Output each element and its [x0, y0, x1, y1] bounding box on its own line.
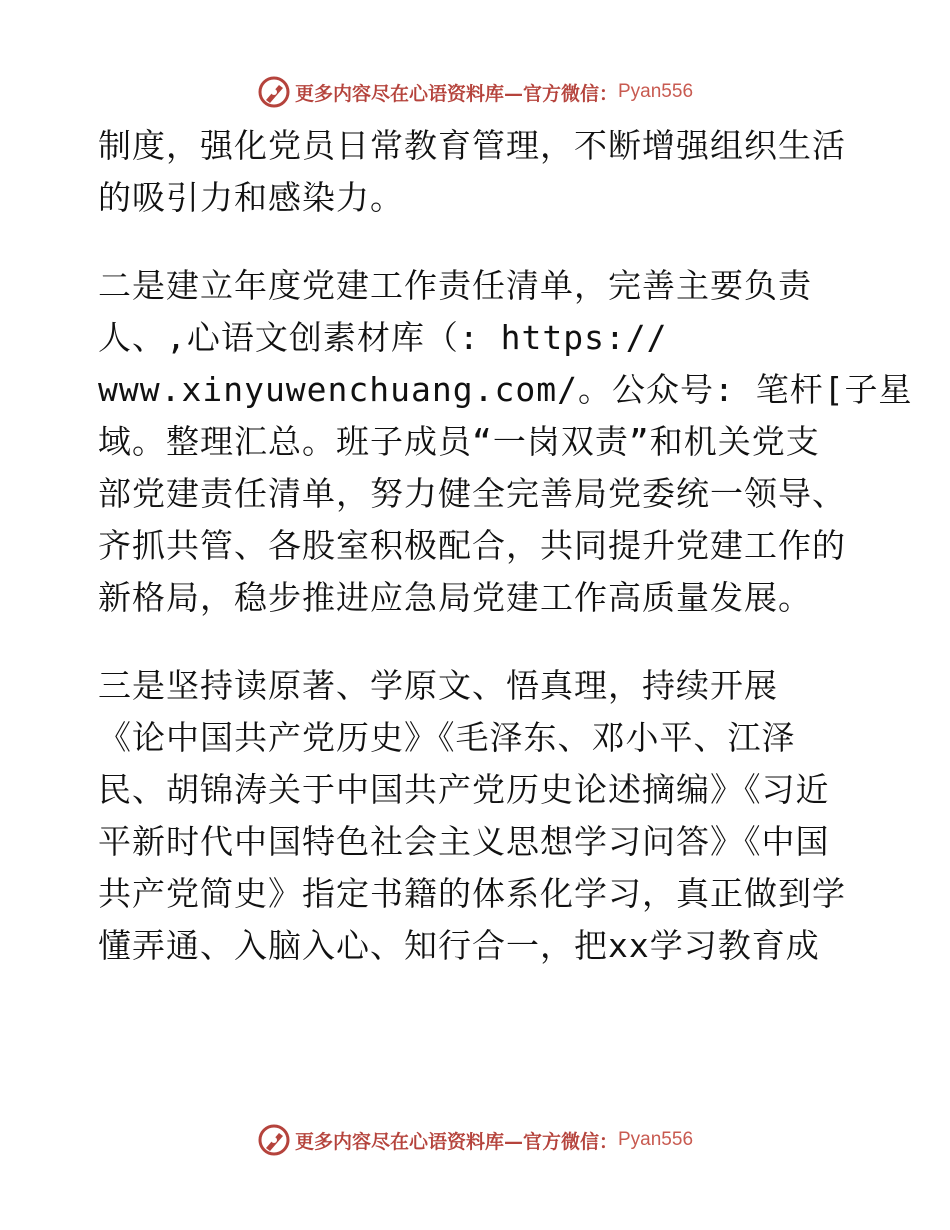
banner-text: 更多内容尽在心语资料库—官方微信： [294, 82, 618, 105]
pen-circle-logo-icon [257, 75, 291, 109]
text-line: 新格局，稳步推进应急局党建工作高质量发展。 [98, 578, 812, 617]
banner-text: 更多内容尽在心语资料库—官方微信： [294, 1130, 618, 1153]
text-line: 懂弄通、入脑入心、知行合一，把xx学习教育成 [98, 926, 820, 965]
document-body [98, 120, 913, 972]
text-line: 平新时代中国特色社会主义思想学习问答》《中国 [98, 822, 830, 861]
footer-banner [0, 1120, 950, 1160]
paragraph-1 [98, 120, 858, 224]
banner-contact: Pyan556 [618, 81, 694, 102]
text-line: 域。整理汇总。班子成员“一岗双责”和机关党支 [98, 422, 820, 461]
paragraph-3 [98, 660, 858, 972]
pen-circle-logo-icon [257, 1123, 291, 1157]
text-line: 民、胡锦涛关于中国共产党历史论述摘编》《习近 [98, 770, 830, 809]
text-line: 制度，强化党员日常教育管理，不断增强组织生活 [98, 126, 846, 165]
text-line: 共产党简史》指定书籍的体系化学习，真正做到学 [98, 874, 846, 913]
text-line: 人、,心语文创素材库（: https:// [98, 318, 668, 357]
text-line: 《论中国共产党历史》《毛泽东、邓小平、江泽 [98, 718, 796, 757]
paragraph-2 [98, 260, 913, 624]
text-line: www.xinyuwenchuang.com/。公众号: 笔杆[子星 [98, 370, 913, 409]
text-line: 部党建责任清单，努力健全完善局党委统一领导、 [98, 474, 846, 513]
text-line: 齐抓共管、各股室积极配合，共同提升党建工作的 [98, 526, 846, 565]
text-line: 三是坚持读原著、学原文、悟真理，持续开展 [98, 666, 778, 705]
text-line: 二是建立年度党建工作责任清单，完善主要负责 [98, 266, 812, 305]
banner-contact: Pyan556 [618, 1129, 694, 1150]
text-line: 的吸引力和感染力。 [98, 178, 404, 217]
header-banner [0, 72, 950, 112]
